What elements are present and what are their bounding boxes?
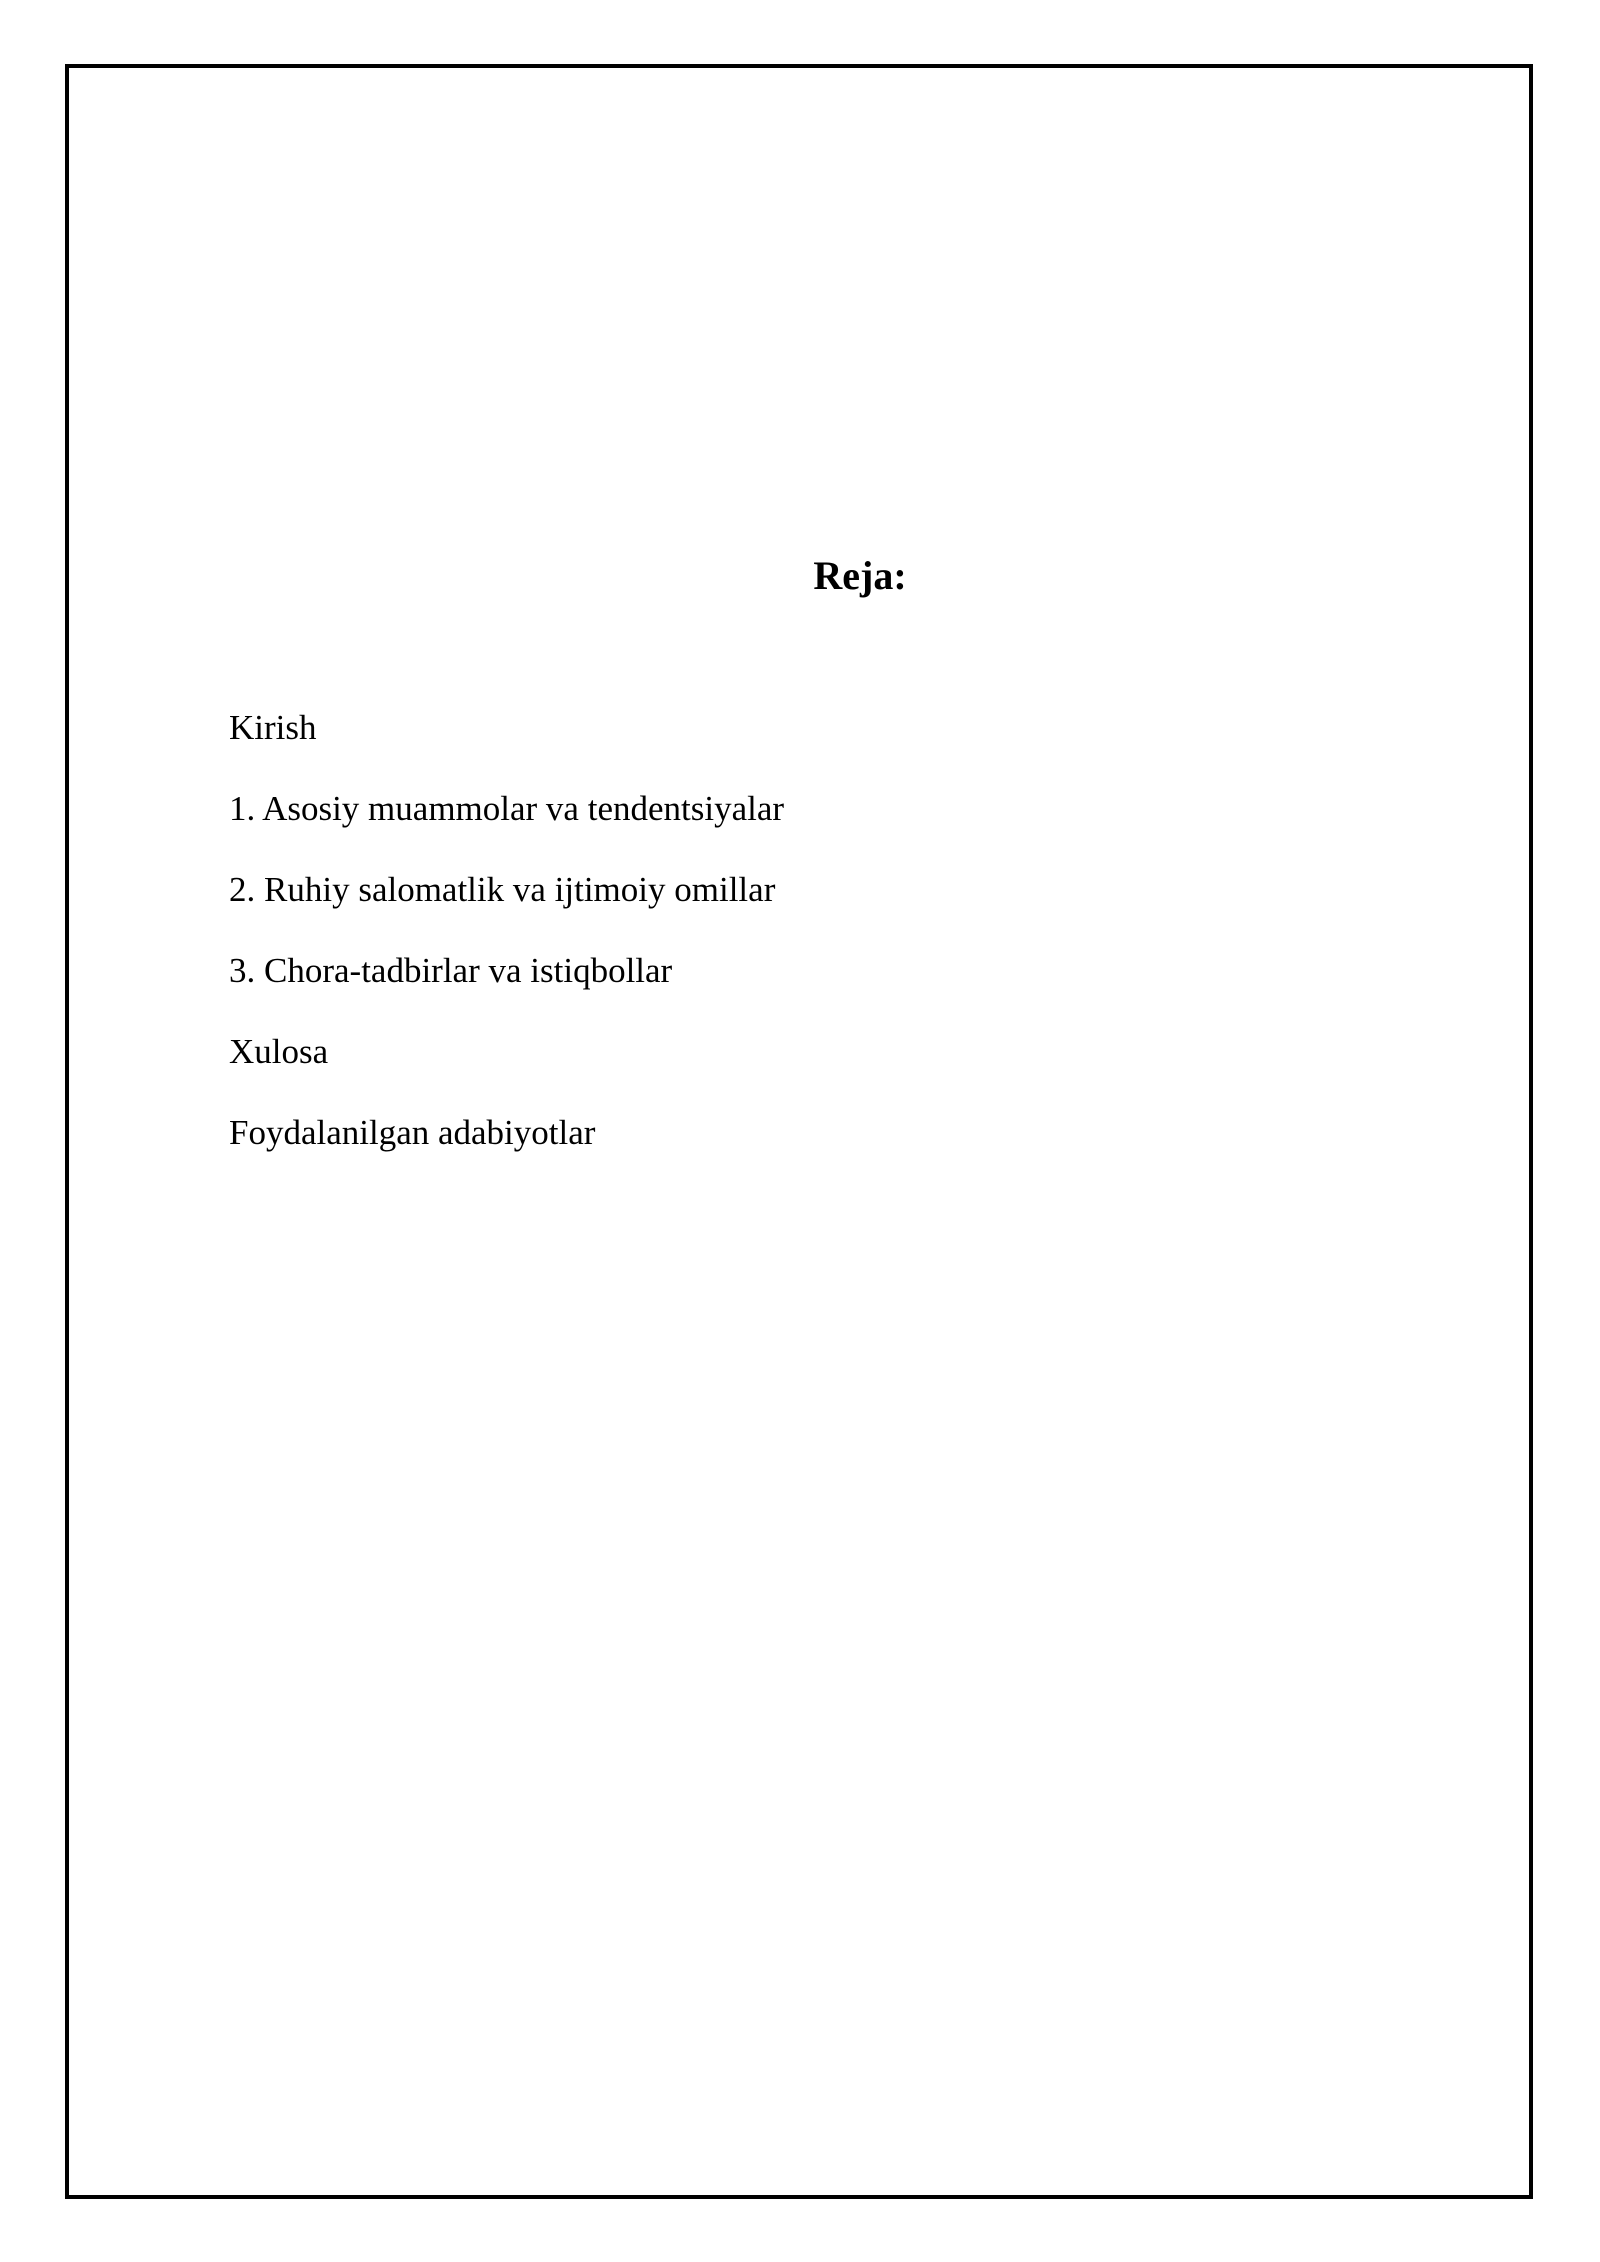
plan-item-references: Foydalanilgan adabiyotlar (229, 1113, 596, 1152)
page-title: Reja: (813, 553, 907, 598)
plan-list (229, 700, 784, 1186)
plan-item-chapter-1: 1. Asosiy muammolar va tendentsiyalar (229, 789, 785, 828)
plan-item-chapter-3: 3. Chora-tadbirlar va istiqbollar (229, 951, 673, 990)
plan-item-chapter-2: 2. Ruhiy salomatlik va ijtimoiy omillar (229, 870, 776, 909)
plan-item-conclusion: Xulosa (229, 1032, 329, 1071)
plan-item-introduction: Kirish (229, 708, 317, 747)
